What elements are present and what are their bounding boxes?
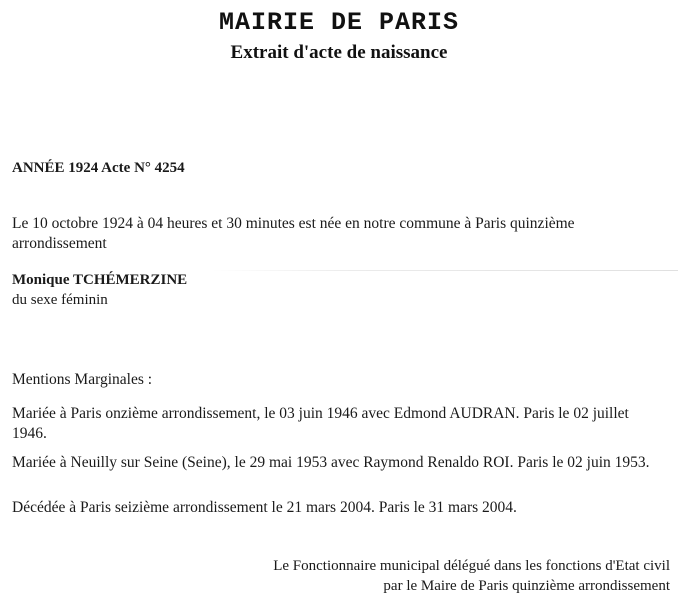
mention-marriage-2: Mariée à Neuilly sur Seine (Seine), le 29 mai 1953 avec Raymond Renaldo ROI. Paris le 02 juin 1953. — [12, 454, 650, 471]
person-sex: du sexe féminin — [12, 292, 108, 308]
mentions-heading: Mentions Marginales : — [12, 371, 153, 388]
mention-death: Décédée à Paris seizième arrondissement le 21 mars 2004. Paris le 31 mars 2004. — [12, 499, 517, 516]
document-title: MAIRIE DE PARIS — [218, 8, 460, 37]
person-name: Monique TCHÉMERZINE — [12, 272, 188, 288]
mention-marriage-1: Mariée à Paris onzième arrondissement, le 03 juin 1946 avec Edmond AUDRAN. Paris le 02 juillet 1946. — [12, 405, 629, 442]
paper-fold-line — [210, 270, 678, 271]
signature-line-2: par le Maire de Paris quinzième arrondissement — [383, 578, 670, 594]
year-act-number: ANNÉE 1924 Acte N° 4254 — [12, 160, 185, 176]
document-subtitle: Extrait d'acte de naissance — [230, 42, 448, 63]
signature-line-1: Le Fonctionnaire municipal délégué dans les fonctions d'Etat civil — [273, 558, 670, 574]
birth-statement: Le 10 octobre 1924 à 04 heures et 30 minutes est née en notre commune à Paris quinzième arrondissement — [12, 215, 575, 252]
